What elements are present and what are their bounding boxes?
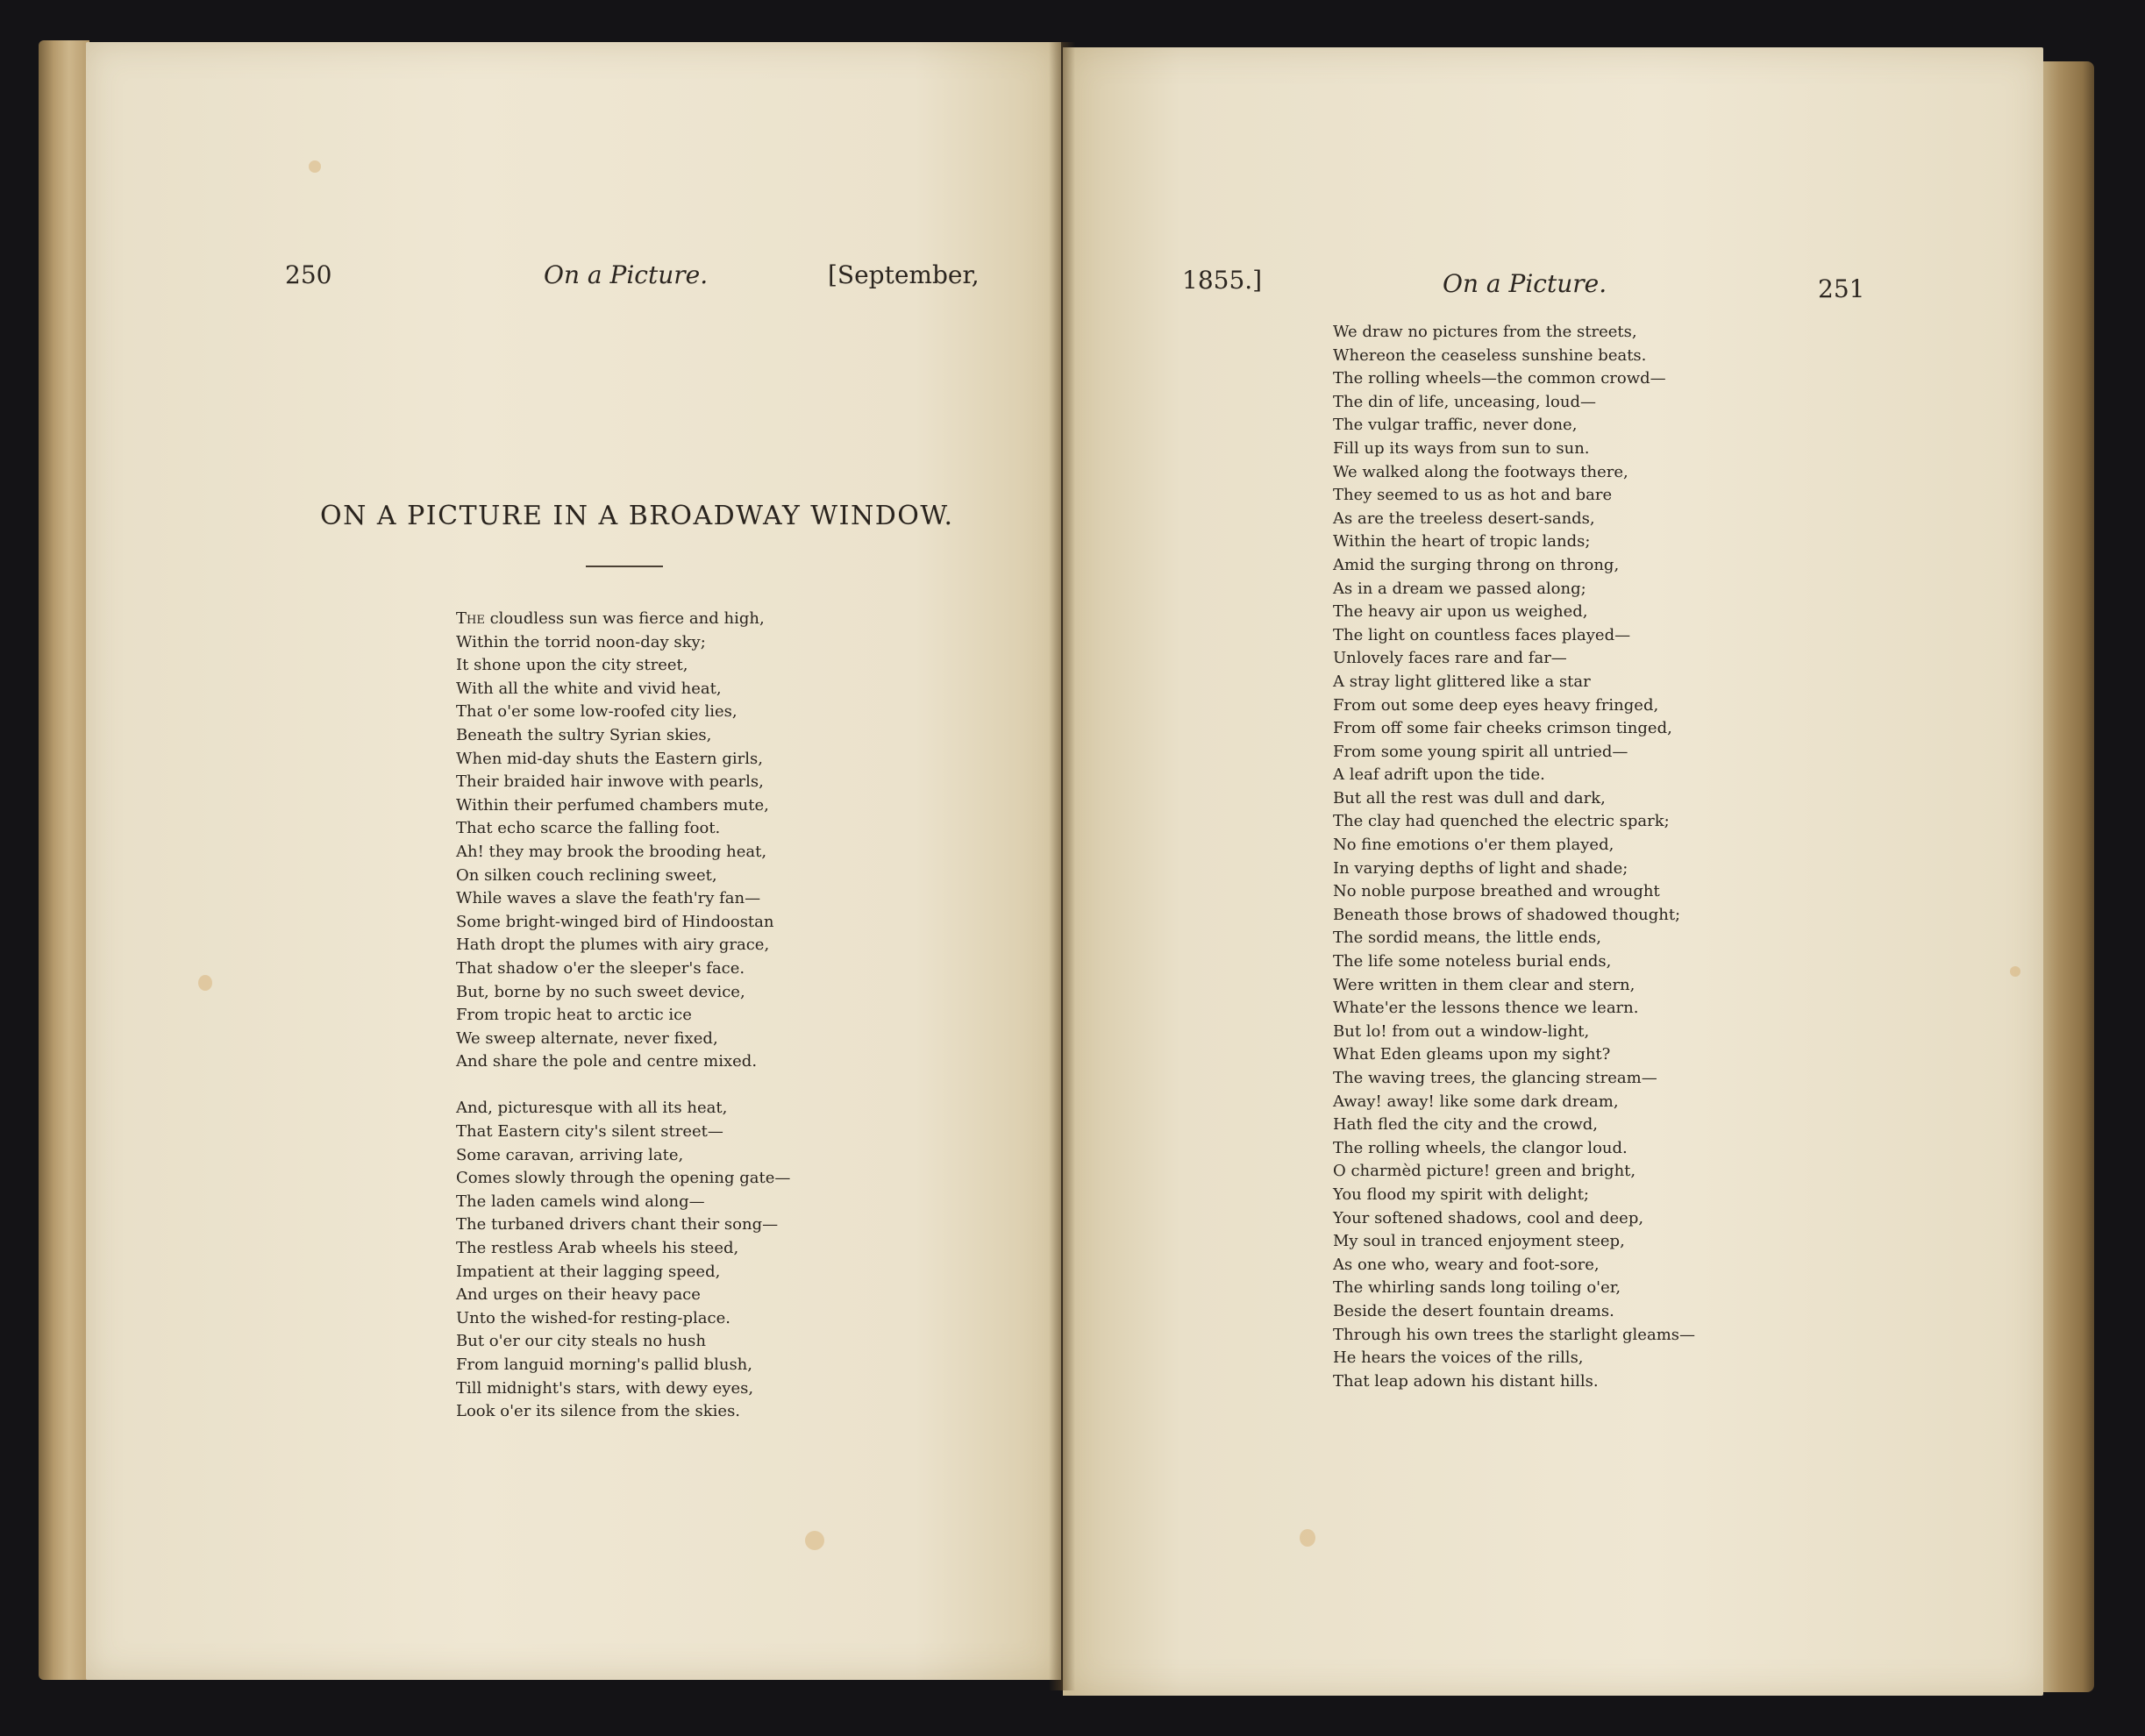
verse-line: We draw no pictures from the streets, (1333, 323, 1637, 341)
verse-line: We sweep alternate, never fixed, (456, 1028, 718, 1048)
verse-line: That leap adown his distant hills. (1333, 1371, 1599, 1391)
verse-line: The light on countless faces played— (1333, 625, 1631, 644)
verse-line: That Eastern city's silent street— (456, 1122, 723, 1142)
verse-line: But all the rest was dull and dark, (1333, 788, 1606, 808)
verse-line: That o'er some low-roofed city lies, (456, 702, 738, 722)
stanza-2 (456, 1097, 790, 1423)
verse-line: O charmèd picture! green and bright, (1333, 1162, 1636, 1181)
verse-line: No noble purpose breathed and wrought (1333, 882, 1660, 901)
verse-line: Hath dropt the plumes with airy grace, (456, 936, 770, 955)
verse-line: Away! away! like some dark dream, (1333, 1092, 1619, 1111)
paper-speck (309, 160, 321, 173)
verse-line: Some caravan, arriving late, (456, 1145, 684, 1164)
verse-line: Your softened shadows, cool and deep, (1333, 1208, 1644, 1227)
title-rule (586, 566, 663, 567)
verse-line: When mid-day shuts the Eastern girls, (456, 749, 763, 768)
verse-line: Fill up its ways from sun to sun. (1333, 438, 1590, 458)
verse-line: But o'er our city steals no hush (456, 1332, 706, 1351)
verse-line: My soul in tranced enjoyment steep, (1333, 1232, 1625, 1251)
verse-line: That echo scarce the falling foot. (456, 819, 721, 838)
verse-line: And, picturesque with all its heat, (456, 1099, 728, 1118)
right-running-title: On a Picture. (1443, 269, 1607, 298)
right-page-number: 251 (1818, 274, 1865, 303)
right-running-date: 1855.] (1182, 266, 1263, 295)
verse-line: Within their perfumed chambers mute, (456, 795, 769, 815)
verse-line: The rolling wheels, the clangor loud. (1333, 1138, 1628, 1157)
verse-line: While waves a slave the feath'ry fan— (456, 889, 761, 908)
verse-line: The rolling wheels—the common crowd— (1333, 369, 1666, 388)
paper-speck (805, 1531, 824, 1550)
verse-line: As are the treeless desert-sands, (1333, 509, 1595, 528)
verse-line: Hath fled the city and the crowd, (1333, 1115, 1598, 1135)
verse-line (456, 608, 790, 631)
verse-line: We walked along the footways there, (1333, 462, 1628, 481)
book-left-edge (39, 40, 89, 1680)
left-verse (456, 608, 790, 1424)
verse-line: A leaf adrift upon the tide. (1333, 765, 1545, 785)
verse-line: Comes slowly through the opening gate— (456, 1169, 791, 1188)
verse-line: Beside the desert fountain dreams. (1333, 1301, 1614, 1320)
verse-line: A stray light glittered like a star (1333, 672, 1591, 691)
verse-line: The life some noteless burial ends, (1333, 952, 1612, 971)
article-title: ON A PICTURE IN A BROADWAY WINDOW. (320, 501, 954, 531)
left-running-date: [September, (828, 260, 980, 289)
verse-line: You flood my spirit with delight; (1333, 1185, 1589, 1204)
verse-line: The waving trees, the glancing stream— (1333, 1069, 1657, 1087)
verse-line: From languid morning's pallid blush, (456, 1355, 752, 1374)
right-verse (1333, 321, 1695, 1393)
verse-line: The turbaned drivers chant their song— (456, 1215, 779, 1234)
verse-line: The clay had quenched the electric spark; (1333, 812, 1670, 831)
verse-line: The heavy air upon us weighed, (1333, 602, 1588, 622)
verse-line: Unlovely faces rare and far— (1333, 649, 1567, 668)
paper-speck (1300, 1529, 1315, 1547)
verse-line: With all the white and vivid heat, (456, 679, 722, 698)
verse-line: As in a dream we passed along; (1333, 579, 1586, 598)
verse-line: Within the torrid noon-day sky; (456, 632, 706, 651)
verse-line: Beneath the sultry Syrian skies, (456, 725, 712, 744)
verse-line: Till midnight's stars, with dewy eyes, (456, 1378, 754, 1398)
verse-line: Ah! they may brook the brooding heat, (456, 842, 767, 861)
verse-line: Whereon the ceaseless sunshine beats. (1333, 345, 1647, 365)
verse-line: The sordid means, the little ends, (1333, 928, 1601, 948)
verse-line: Unto the wished-for resting-place. (456, 1308, 730, 1327)
verse-line: In varying depths of light and shade; (1333, 858, 1628, 878)
book-gutter (1049, 42, 1075, 1690)
book-right-edge (2036, 61, 2094, 1692)
verse-line: Some bright-winged bird of Hindoostan (456, 912, 774, 931)
verse-line: Whate'er the lessons thence we learn. (1333, 999, 1639, 1018)
verse-line: From tropic heat to arctic ice (456, 1006, 692, 1025)
drop-first-word: The (456, 609, 485, 628)
paper-speck (198, 975, 212, 991)
stanza-gap (456, 1074, 790, 1098)
paper-speck (2010, 966, 2020, 977)
verse-line: The whirling sands long toiling o'er, (1333, 1278, 1621, 1298)
verse-line: Through his own trees the starlight gleams— (1333, 1325, 1695, 1344)
verse-line: From out some deep eyes heavy fringed, (1333, 695, 1659, 715)
verse-line: No fine emotions o'er them played, (1333, 836, 1614, 855)
verse-line: The restless Arab wheels his steed, (456, 1239, 739, 1258)
verse-line: The din of life, unceasing, loud— (1333, 392, 1596, 411)
verse-line: From off some fair cheeks crimson tinged, (1333, 719, 1672, 738)
verse-line: It shone upon the city street, (456, 656, 688, 675)
stanza-1 (456, 631, 790, 1074)
left-running-title: On a Picture. (544, 260, 709, 289)
verse-line: Amid the surging throng on throng, (1333, 555, 1620, 574)
verse-line: The vulgar traffic, never done, (1333, 416, 1578, 435)
verse-line: Beneath those brows of shadowed thought; (1333, 905, 1681, 924)
verse-line: They seemed to us as hot and bare (1333, 486, 1613, 505)
verse-line: But lo! from out a window-light, (1333, 1021, 1590, 1041)
verse-line: But, borne by no such sweet device, (456, 982, 745, 1001)
verse-line: On silken couch reclining sweet, (456, 865, 717, 885)
verse-line: Were written in them clear and stern, (1333, 975, 1635, 994)
first-line-rest: cloudless sun was fierce and high, (484, 609, 765, 628)
verse-line: Their braided hair inwove with pearls, (456, 772, 764, 792)
verse-line: Impatient at their lagging speed, (456, 1262, 721, 1281)
verse-line: The laden camels wind along— (456, 1192, 705, 1211)
verse-line: As one who, weary and foot-sore, (1333, 1255, 1600, 1274)
verse-line: He hears the voices of the rills, (1333, 1348, 1584, 1368)
right-lines (1333, 321, 1695, 1393)
verse-line: Within the heart of tropic lands; (1333, 532, 1591, 551)
verse-line: Look o'er its silence from the skies. (456, 1402, 741, 1421)
verse-line: What Eden gleams upon my sight? (1333, 1045, 1611, 1064)
verse-line: And share the pole and centre mixed. (456, 1052, 758, 1071)
verse-line: That shadow o'er the sleeper's face. (456, 958, 745, 978)
left-page-number: 250 (285, 260, 332, 289)
verse-line: And urges on their heavy pace (456, 1285, 701, 1305)
verse-line: From some young spirit all untried— (1333, 742, 1628, 761)
